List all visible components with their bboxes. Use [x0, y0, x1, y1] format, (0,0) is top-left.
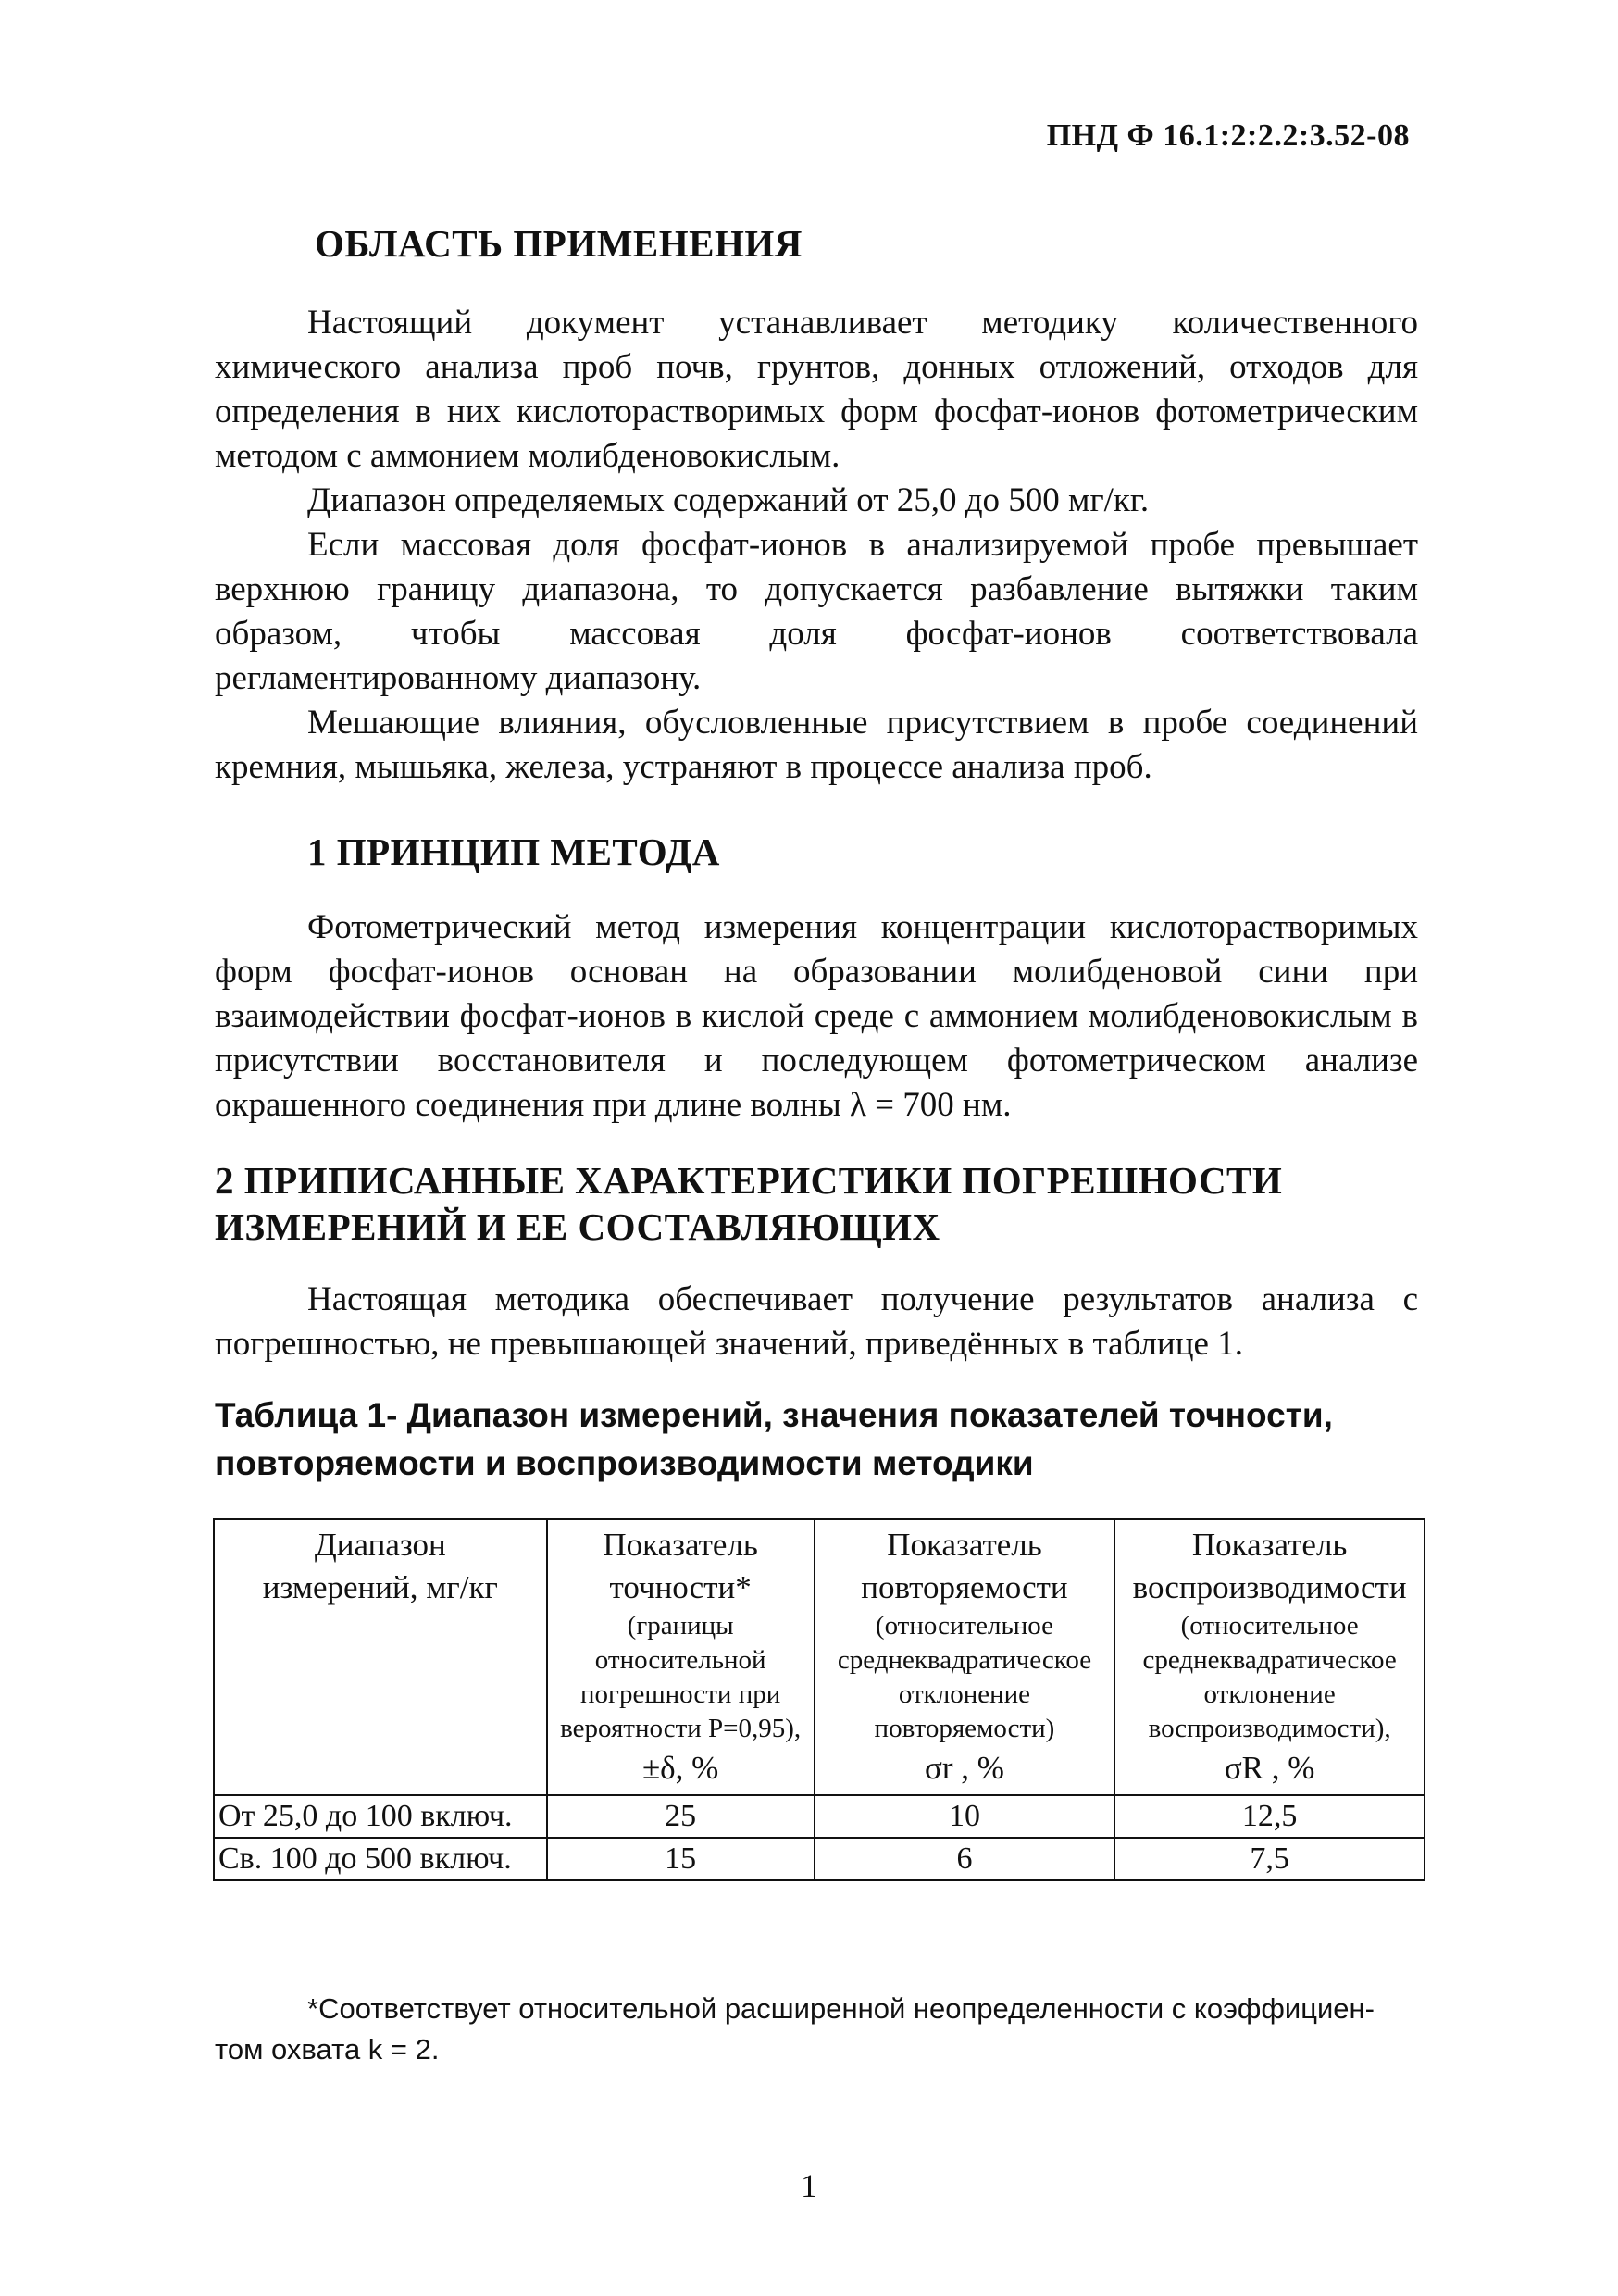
document-code: ПНД Ф 16.1:2:2.2:3.52-08 — [1046, 119, 1410, 153]
column-header-main: Показатель повторяемости — [861, 1527, 1068, 1605]
table-cell: От 25,0 до 100 включ. — [214, 1795, 547, 1838]
column-header-symbol: ±δ, % — [641, 1750, 719, 1786]
section2-paragraph: Настоящая методика обеспечивает получение результатов анализа с погрешностью, не превышающей значений, приведённых в таблице 1. — [215, 1280, 1418, 1363]
column-header-accuracy — [547, 1519, 815, 1795]
column-header-main: Показатель точности* — [603, 1527, 758, 1605]
column-header-symbol: σR , % — [1224, 1750, 1315, 1786]
column-header-reproducibility — [1114, 1519, 1425, 1795]
column-header-main: Диапазон измерений, мг/кг — [262, 1527, 498, 1605]
table-cell: 6 — [815, 1838, 1115, 1880]
scope-paragraph: Настоящий документ устанавливает методику количественного химического анализа проб почв, грунтов, донных отложений, отходов для определения в них кислоторастворимых форм фосфат-ионов фотометрическим методом с аммонием молибденовокислым. — [215, 304, 1418, 475]
table-cell: 12,5 — [1114, 1795, 1425, 1838]
column-header-main: Показатель воспроизводимости — [1132, 1527, 1407, 1605]
section1-paragraph: Фотометрический метод измерения концентрации кислоторастворимых форм фосфат-ионов основан на образовании молибденовой сини при взаимодействии фосфат-ионов в кислой среде с аммонием молибденовокислым в присутствии восстановителя и последующем фотометрическом анализе окрашенного соединения при длине волны λ = 700 нм. — [215, 908, 1418, 1124]
column-header-sub: (границы относительной погрешности при вероятности Р=0,95), — [560, 1611, 802, 1743]
footnote-line: том охвата k = 2. — [215, 2033, 440, 2065]
table-footnote — [215, 1989, 1400, 2070]
scope-title: ОБЛАСТЬ ПРИМЕНЕНИЯ — [315, 222, 803, 265]
page-number: 1 — [801, 2167, 817, 2204]
column-header-repeatability — [815, 1519, 1115, 1795]
table-cell: 15 — [547, 1838, 815, 1880]
table-row — [214, 1795, 1425, 1838]
section2-title: 2 ПРИПИСАННЫЕ ХАРАКТЕРИСТИКИ ПОГРЕШНОСТИ ИЗМЕРЕНИЙ И ЕЕ СОСТАВЛЯЮЩИХ — [215, 1159, 1283, 1248]
column-header-sub: (относительное среднеквадратическое отклонение воспроизводимости), — [1142, 1611, 1397, 1743]
table-header-row — [214, 1519, 1425, 1795]
table-row — [214, 1838, 1425, 1880]
scope-paragraph: Мешающие влияния, обусловленные присутствием в пробе соединений кремния, мышьяка, железа, устраняют в процессе анализа проб. — [215, 704, 1418, 786]
table-cell: 7,5 — [1114, 1838, 1425, 1880]
section1-body — [215, 905, 1418, 1128]
scope-paragraph: Если массовая доля фосфат-ионов в анализируемой пробе превышает верхнюю границу диапазона, то допускается разбавление вытяжки таким образом, чтобы массовая доля фосфат-ионов соответствовала регламентированному диапазону. — [215, 526, 1418, 697]
column-header-range — [214, 1519, 547, 1795]
footnote-line: *Соответствует относительной расширенной неопределенности с коэффициен- — [307, 1992, 1375, 2025]
accuracy-table — [213, 1518, 1425, 1881]
table-caption: Таблица 1- Диапазон измерений, значения показателей точности, повторяемости и воспроизводимости методики — [215, 1396, 1333, 1482]
table-cell: 25 — [547, 1795, 815, 1838]
scope-paragraph: Диапазон определяемых содержаний от 25,0 до 500 мг/кг. — [307, 481, 1150, 519]
column-header-symbol: σr , % — [924, 1750, 1004, 1786]
section2-body — [215, 1278, 1418, 1366]
section1-title: 1 ПРИНЦИП МЕТОДА — [307, 830, 720, 873]
table-cell: Св. 100 до 500 включ. — [214, 1838, 547, 1880]
scope-body — [215, 301, 1418, 790]
table-cell: 10 — [815, 1795, 1115, 1838]
column-header-sub: (относительное среднеквадратическое отклонение повторяемости) — [837, 1611, 1092, 1743]
